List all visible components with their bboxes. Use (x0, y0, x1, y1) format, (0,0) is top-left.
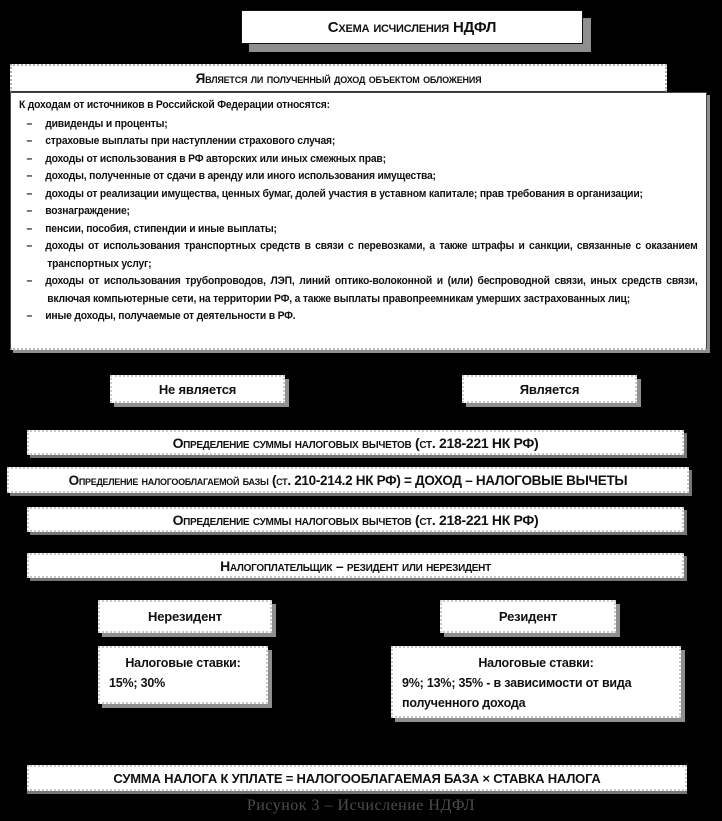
result-formula-text: СУММА НАЛОГА К УПЛАТЕ = НАЛОГООБЛАГАЕМАЯ БАЗА × СТАВКА НАЛОГА (113, 770, 601, 786)
figure-caption: Рисунок 3 – Исчисление НДФЛ (246, 797, 476, 814)
answer-not-object-label: Не является (158, 381, 237, 397)
resident-rates-title: Налоговые ставки: (478, 656, 594, 670)
income-intro: К доходам от источников в Российской Федерации относятся: (19, 99, 330, 111)
income-item: – иные доходы, получаемые от деятельности в РФ. (19, 308, 698, 326)
income-item: – доходы от реализации имущества, ценных бумаг, долей участия в уставном капитале; прав требования в организации; (19, 186, 698, 204)
answer-is-object-label: Является (519, 381, 580, 397)
resident-rates-values: 9%; 13%; 35% - в зависимости от вида полученного дохода (402, 676, 632, 710)
question-header-box (10, 64, 667, 92)
answer-not-object-box (110, 375, 285, 403)
step-taxpayer-bar (27, 553, 684, 578)
nonresident-rates-values: 15%; 30% (109, 676, 166, 690)
income-item: – дивиденды и проценты; (19, 116, 698, 134)
step-deductions-bar-2 (27, 507, 684, 532)
nonresident-rates-title: Налоговые ставки: (125, 656, 241, 670)
income-item: – доходы от использования в РФ авторских или иных смежных прав; (19, 151, 698, 169)
nonresident-box (98, 600, 272, 633)
step-deductions-text-1: Определение суммы налоговых вычетов (ст. 218-221 НК РФ) (172, 434, 539, 451)
step-tax-base-bar (7, 467, 689, 493)
step-deductions-text-2: Определение суммы налоговых вычетов (ст. 218-221 НК РФ) (172, 511, 539, 528)
resident-box (440, 600, 616, 633)
income-item: – доходы от использования транспортных средств в связи с перевозками, а также штрафы и санкции, связанные с оказанием транспортных услуг; (19, 238, 698, 273)
resident-label: Резидент (498, 609, 558, 624)
nonresident-rates-box (98, 646, 268, 704)
income-sources-box (10, 92, 707, 350)
income-item: – пенсии, пособия, стипендии и иные выплаты; (19, 221, 698, 239)
step-taxpayer-text: Налогоплательщик – резидент или нерезидент (220, 557, 491, 574)
income-sources-content (19, 97, 698, 326)
step-deductions-bar-1 (27, 430, 684, 455)
income-item: – вознаграждение; (19, 203, 698, 221)
income-item: – страховые выплаты при наступлении страхового случая; (19, 133, 698, 151)
resident-rates-box (391, 646, 681, 718)
income-item: – доходы от использования трубопроводов, ЛЭП, линий оптико-волоконной и (или) беспроводной связи, иных средств связи, включая компьютерные сети, на территории РФ, а также выплаты правопреемникам умерших застрахованных лиц; (19, 273, 698, 308)
step-tax-base-text: Определение налогооблагаемой базы (ст. 210-214.2 НК РФ) = ДОХОД – НАЛОГОВЫЕ ВЫЧЕТЫ (68, 472, 628, 488)
income-list (19, 116, 698, 326)
income-item: – доходы, полученные от сдачи в аренду или иного использования имущества; (19, 168, 698, 186)
result-formula-bar (27, 765, 687, 791)
title-box (241, 10, 583, 44)
nonresident-label: Нерезидент (148, 609, 222, 624)
answer-is-object-box (462, 375, 637, 403)
page-title: Схема исчисления НДФЛ (327, 18, 497, 36)
question-header-text: Является ли полученный доход объектом обложения (195, 71, 482, 86)
